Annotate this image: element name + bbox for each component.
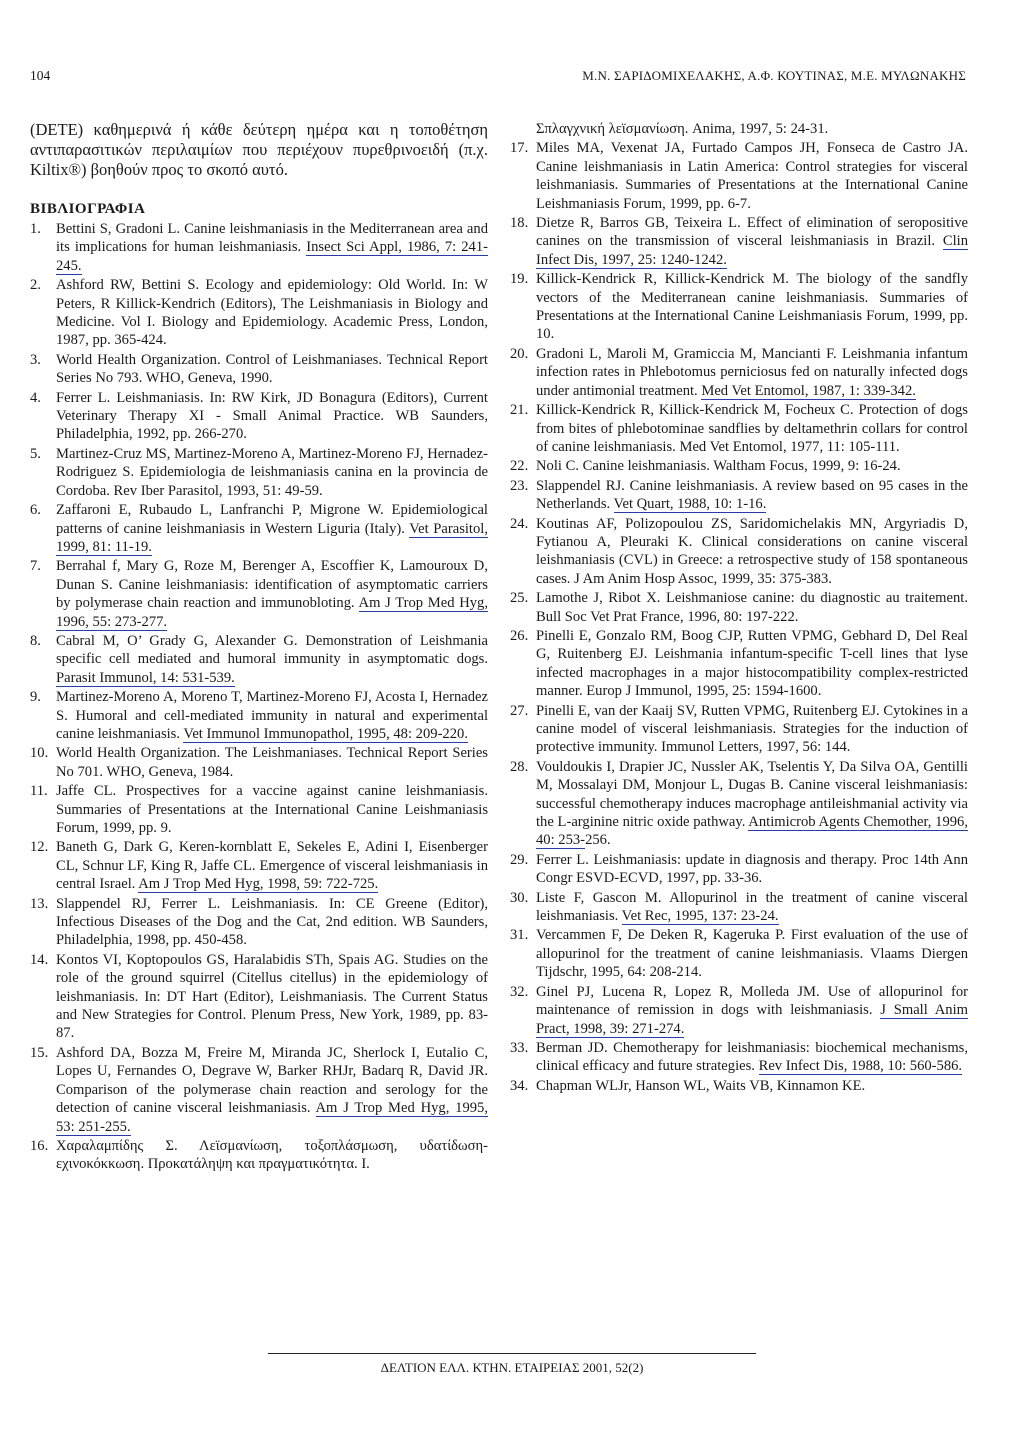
reference-item (30, 389, 488, 444)
reference-item (510, 457, 968, 475)
journal-link[interactable]: Am J Trop Med Hyg, 1998, 59: 722-725. (138, 876, 379, 893)
running-header-authors: Μ.Ν. ΣΑΡΙΔΟΜΙΧΕΛΑΚΗΣ, Α.Φ. ΚΟΥΤΙΝΑΣ, Μ.Ε. ΜΥΛΩΝΑΚΗΣ (582, 68, 966, 83)
reference-number: 27. (510, 702, 529, 719)
journal-link[interactable]: Clin Infect Dis, 1997, 25: 1240-1242. (536, 233, 968, 268)
reference-text (56, 838, 488, 893)
reference-text (56, 220, 488, 275)
reference-number: 10. (30, 745, 49, 762)
reference-text (56, 1137, 488, 1174)
reference-number: 16. (30, 1137, 49, 1154)
citation-text: Slappendel RJ, Ferrer L. Leishmaniasis. In: CE Greene (Editor), Infectious Diseases of the Dog and the Cat, 2nd edition. WB Saunders, Philadelphia, 1998, pp. 450-458. (56, 895, 488, 949)
page-number: 104 (30, 68, 51, 83)
reference-text (56, 632, 488, 687)
reference-item (30, 951, 488, 1043)
reference-number: 14. (30, 951, 49, 968)
journal-link[interactable]: Vet Rec, 1995, 137: 23-24. (621, 908, 779, 925)
reference-text (56, 744, 488, 781)
journal-link[interactable]: J Small Anim Pract, 1998, 39: 271-274. (536, 1002, 968, 1037)
reference-item (510, 627, 968, 701)
reference-number: 26. (510, 627, 529, 644)
journal-link[interactable]: Parasit Immunol, 14: 531-539. (56, 669, 235, 686)
reference-text (536, 214, 968, 269)
reference-number: 20. (510, 345, 529, 362)
citation-text: Lamothe J, Ribot X. Leishmaniose canine: du diagnostic au traitement. Bull Soc Vet Prat France, 1996, 80: 197-222. (536, 590, 968, 625)
reference-number: 18. (510, 215, 529, 232)
journal-link[interactable]: Med Vet Entomol, 1987, 1: 339-342. (701, 382, 916, 399)
citation-text: Chapman WLJr, Hanson WL, Waits VB, Kinnamon KE. (536, 1077, 866, 1094)
citation-text: Noli C. Canine leishmaniasis. Waltham Focus, 1999, 9: 16-24. (536, 458, 901, 475)
reference-list-right (510, 139, 968, 1095)
reference-item (510, 214, 968, 269)
journal-link[interactable]: Am J Trop Med Hyg, 1995, 53: 251-255. (56, 1100, 488, 1135)
reference-item (30, 1137, 488, 1174)
reference-text (536, 983, 968, 1038)
reference-number: 22. (510, 458, 529, 475)
journal-link[interactable]: Insect Sci Appl, 1986, 7: 241-245. (56, 239, 488, 274)
reference-item (510, 345, 968, 400)
reference-text (56, 351, 488, 388)
citation-text: Martinez-Cruz MS, Martinez-Moreno A, Martinez-Moreno FJ, Hernadez-Rodriguez S. Epidemiologia de leishmaniasis canina en la provincia de Cordoba. Rev Iber Parasitol, 1993, 51: 49-59. (56, 445, 488, 499)
reference-text (56, 1044, 488, 1136)
reference-text (536, 139, 968, 213)
reference-number: 11. (30, 783, 48, 800)
citation-text: Ashford DA, Bozza M, Freire M, Miranda JC, Sherlock I, Eutalio C, Lopes U, Fernandes O, Degrave W, Barker RHJr, Badarq R, David JR. Comparison of the polymerase chain reaction and serology for the detection of canine visceral leishmaniasis. (56, 1044, 488, 1117)
reference-item (30, 838, 488, 893)
reference-number: 25. (510, 590, 529, 607)
reference-item (510, 758, 968, 850)
reference-number: 33. (510, 1039, 529, 1056)
reference-number: 12. (30, 839, 49, 856)
reference-item (30, 445, 488, 500)
citation-text: Dietze R, Barros GB, Teixeira L. Effect of elimination of seropositive canines on the transmission of visceral leishmaniasis in Brazil. (536, 215, 968, 250)
reference-number: 7. (30, 558, 41, 575)
reference-item (510, 401, 968, 456)
reference-text (536, 627, 968, 701)
citation-text: Berman JD. Chemotherapy for leishmaniasis: biochemical mechanisms, clinical efficacy and future strategies. (536, 1039, 968, 1075)
citation-text: Vouldoukis I, Drapier JC, Nussler AK, Tselentis Y, Da Silva OA, Gentilli M, Mossalayi DM, Monjour L, Dugas B. Canine visceral leishmaniasis: successful chemotherapy induces macrophage antileishmanial activity via the L-arginine nitric oxide pathway. (536, 758, 968, 831)
citation-text: World Health Organization. The Leishmaniases. Technical Report Series No 701. WHO, Geneva, 1984. (56, 745, 488, 780)
journal-link[interactable]: Am J Trop Med Hyg, 1996, 55: 273-277. (56, 595, 488, 630)
journal-link[interactable]: Antimicrob Agents Chemother, 1996, 40: 253- (536, 814, 969, 849)
journal-link[interactable]: Vet Immunol Immunopathol, 1995, 48: 209-220. (183, 725, 468, 742)
reference-list-left (30, 220, 488, 1174)
reference-item (510, 515, 968, 589)
citation-text: Cabral M, O’ Grady G, Alexander G. Demonstration of Leishmania specific cell mediated and humoral immunity in asymptomatic dogs. (56, 632, 488, 668)
citation-tail: 256. (585, 832, 611, 849)
reference-item (30, 351, 488, 388)
reference-number: 4. (30, 389, 41, 406)
reference-item (510, 889, 968, 926)
reference-text (56, 782, 488, 837)
reference-number: 2. (30, 277, 41, 294)
citation-text: World Health Organization. Control of Leishmaniases. Technical Report Series No 793. WHO, Geneva, 1990. (56, 351, 488, 387)
citation-text: Miles MA, Vexenat JA, Furtado Campos JH, Fonseca de Castro JA. Canine leishmaniasis in Latin America: Control strategies for visceral leishmaniasis. Summaries of Presentations at the International Canine Leishmaniasis Forum, 1999, pp. 6-7. (536, 140, 968, 212)
reference-text (536, 515, 968, 589)
reference-text (536, 1077, 968, 1095)
reference-continuation (510, 120, 968, 138)
journal-footer: ΔΕΛΤΙΟΝ ΕΛΛ. ΚΤΗΝ. ΕΤΑΙΡΕΙΑΣ 2001, 52(2) (380, 1360, 644, 1375)
citation-text: Vercammen F, De Deken R, Kageruka P. First evaluation of the use of allopurinol for the treatment of canine leishmaniasis. Vlaams Diergen Tijdschr, 1995, 64: 208-214. (536, 927, 968, 981)
reference-number: 1. (30, 221, 41, 237)
citation-text: Pinelli E, Gonzalo RM, Boog CJP, Rutten VPMG, Gebhard D, Del Real G, Ruitenberg EJ. Leishmania infantum-specific T-cell lines that lyse infected macrophages in a major histocompatibility complex-restricted manner. Europ J Immunol, 1995, 25: 1594-1600. (536, 627, 968, 700)
reference-number: 30. (510, 889, 529, 906)
citation-text: Χαραλαμπίδης Σ. Λεϊσμανίωση, τοξοπλάσμωση, υδατίδωση-εχινοκόκκωση. Προκατάληψη και πραγματικότητα. Ι. (56, 1137, 488, 1173)
reference-item (510, 1039, 968, 1076)
reference-text (536, 702, 968, 757)
left-column (30, 120, 488, 1175)
reference-text (536, 851, 968, 888)
reference-text (56, 688, 488, 743)
citation-text: Berrahal f, Mary G, Roze M, Berenger A, Escoffier K, Lamouroux D, Dunan S. Canine leishmaniasis: identification of asymptomatic carriers by polymerase chain reaction and immunobloting. (56, 558, 488, 612)
reference-text (56, 445, 488, 500)
reference-number: 28. (510, 758, 529, 775)
reference-text (536, 926, 968, 981)
reference-number: 5. (30, 445, 41, 462)
references-heading: ΒΙΒΛΙΟΓΡΑΦΙΑ (30, 201, 146, 217)
reference-item (30, 1044, 488, 1136)
reference-item (510, 1077, 968, 1095)
reference-text (536, 758, 968, 850)
reference-number: 13. (30, 895, 49, 912)
reference-number: 34. (510, 1077, 529, 1094)
reference-number: 32. (510, 983, 529, 1000)
reference-item (30, 782, 488, 837)
reference-number: 31. (510, 927, 529, 944)
reference-text (536, 889, 968, 926)
citation-text: Martinez-Moreno A, Moreno T, Martinez-Moreno FJ, Acosta I, Hernadez S. Humoral and cell-mediated immunity in natural and experimental canine leishmaniasis. (56, 689, 488, 742)
reference-item (510, 702, 968, 757)
reference-number: 15. (30, 1044, 49, 1061)
reference-item (510, 477, 968, 514)
reference-item (30, 501, 488, 556)
citation-text: Slappendel RJ. Canine leishmaniasis. A review based on 95 cases in the Netherlands. (536, 477, 968, 513)
reference-item (30, 688, 488, 743)
reference-number: 17. (510, 140, 529, 157)
reference-text (56, 501, 488, 556)
citation-text: Ashford RW, Bettini S. Ecology and epidemiology: Old World. In: W Peters, R Killick-Kendrich (Editors), The Leishmaniasis in Biology and Medicine. Vol I. Biology and Epidemiology. Academic Press, London, 1987, pp. 365-424. (56, 277, 488, 349)
reference-text (536, 401, 968, 456)
citation-text: Gradoni L, Maroli M, Gramiccia M, Mancianti F. Leishmania infantum infection rates in Phlebotomus perniciosus fed on naturally infected dogs under antimonial treatment. (536, 345, 968, 399)
reference-item (30, 276, 488, 350)
reference-number: 8. (30, 632, 41, 649)
citation-text: Koutinas AF, Polizopoulou ZS, Saridomichelakis MN, Argyriadis D, Fytianou A, Pleuraki K. Clinical considerations on canine visceral leishmaniasis (CVL) in Greece: a retrospective study of 158 spontaneous cases. J Am Anim Hosp Assoc, 1999, 35: 375-383. (536, 515, 968, 587)
reference-text (536, 345, 968, 400)
reference-text (56, 557, 488, 631)
citation-text: Killick-Kendrick R, Killick-Kendrick M. The biology of the sandfly vectors of the Mediterranean canine leishmaniasis. Summaries of Presentations at the International Canine Leishmaniasis Forum, 1999, pp. 10. (536, 271, 968, 343)
reference-text (56, 389, 488, 444)
citation-text: Ginel PJ, Lucena R, Lopez R, Molleda JM. Use of allopurinol for maintenance of remission in dogs with leishmaniasis. (536, 983, 968, 1019)
reference-text (536, 457, 968, 475)
reference-item (30, 220, 488, 275)
reference-item (510, 270, 968, 344)
reference-item (510, 139, 968, 213)
citation-text: Jaffe CL. Prospectives for a vaccine against canine leishmaniasis. Summaries of Presentations at the International Canine Leishmaniasis Forum, 1999, pp. 9. (56, 783, 488, 836)
right-column (510, 120, 968, 1096)
footer-divider (268, 1353, 756, 1354)
reference-number: 21. (510, 402, 529, 419)
reference-item (510, 589, 968, 626)
citation-text: Ferrer L. Leishmaniasis. In: RW Kirk, JD Bonagura (Editors), Current Veterinary Therapy XI - Small Animal Practice. WB Saunders, Philadelphia, 1992, pp. 266-270. (56, 389, 488, 443)
reference-item (30, 895, 488, 950)
citation-text: Bettini S, Gradoni L. Canine leishmaniasis in the Mediterranean area and its implications for human leishmaniasis. (56, 221, 488, 256)
citation-text: Baneth G, Dark G, Keren-kornblatt E, Sekeles E, Adini I, Eisenberger CL, Schnur LF, King R, Jaffe CL. Emergence of visceral leishmaniasis in central Israel. (56, 839, 488, 893)
reference-text (536, 1039, 968, 1076)
citation-text: Liste F, Gascon M. Allopurinol in the treatment of canine visceral leishmaniasis. (536, 889, 968, 925)
reference-item (510, 926, 968, 981)
reference-number: 29. (510, 851, 529, 868)
reference-continuation-text: Σπλαγχνική λεϊσμανίωση. Anima, 1997, 5: 24-31. (536, 121, 829, 137)
journal-link[interactable]: Vet Quart, 1988, 10: 1-16. (613, 496, 767, 513)
reference-item (30, 744, 488, 781)
reference-number: 23. (510, 477, 529, 494)
reference-number: 6. (30, 502, 41, 519)
journal-link[interactable]: Rev Infect Dis, 1988, 10: 560-586. (758, 1058, 963, 1075)
citation-text: Zaffaroni E, Rubaudo L, Lanfranchi P, Migrone W. Epidemiological patterns of canine leishmaniasis in Western Liguria (Italy). (56, 502, 488, 537)
reference-text (536, 589, 968, 626)
reference-number: 3. (30, 351, 41, 368)
reference-item (510, 983, 968, 1038)
reference-item (30, 632, 488, 687)
reference-item (30, 557, 488, 631)
citation-text: Ferrer L. Leishmaniasis: update in diagnosis and therapy. Proc 14th Ann Congr ESVD-ECVD, 1997, pp. 33-36. (536, 851, 968, 887)
intro-paragraph: (DETE) καθημερινά ή κάθε δεύτερη ημέρα και η τοποθέτηση αντιπαρασιτικών περιλαιμίων που περιέχουν πυρεθρινοειδή (π.χ. Kiltix®) βοηθούν προς το σκοπό αυτό. (30, 120, 488, 179)
citation-text: Kontos VI, Koptopoulos GS, Haralabidis STh, Spais AG. Studies on the role of the ground squirrel (Citellus citellus) in the epidemiology of leishmaniasis. In: DT Hart (Editor), Leishmaniasis. The Current Status and New Strategies for Control. Plenum Press, New York, 1989, pp. 83-87. (56, 951, 488, 1042)
citation-text: Killick-Kendrick R, Killick-Kendrick M, Focheux C. Protection of dogs from bites of phlebotominae sandflies by deltamethrin collars for control of canine leishmaniasis. Med Vet Entomol, 1977, 11: 105-111. (536, 402, 968, 455)
journal-link[interactable]: Vet Parasitol, 1999, 81: 11-19. (56, 520, 488, 555)
reference-number: 24. (510, 515, 529, 532)
reference-text (56, 895, 488, 950)
reference-item (510, 851, 968, 888)
reference-text (56, 276, 488, 350)
reference-number: 19. (510, 271, 529, 288)
reference-number: 9. (30, 689, 41, 706)
reference-text (536, 477, 968, 514)
citation-text: Pinelli E, van der Kaaij SV, Rutten VPMG, Ruitenberg EJ. Cytokines in a canine model of visceral leishmaniasis. Strategies for the induction of protective immunity. Immunol Letters, 1997, 56: 144. (536, 702, 968, 756)
reference-text (536, 270, 968, 344)
reference-text (56, 951, 488, 1043)
